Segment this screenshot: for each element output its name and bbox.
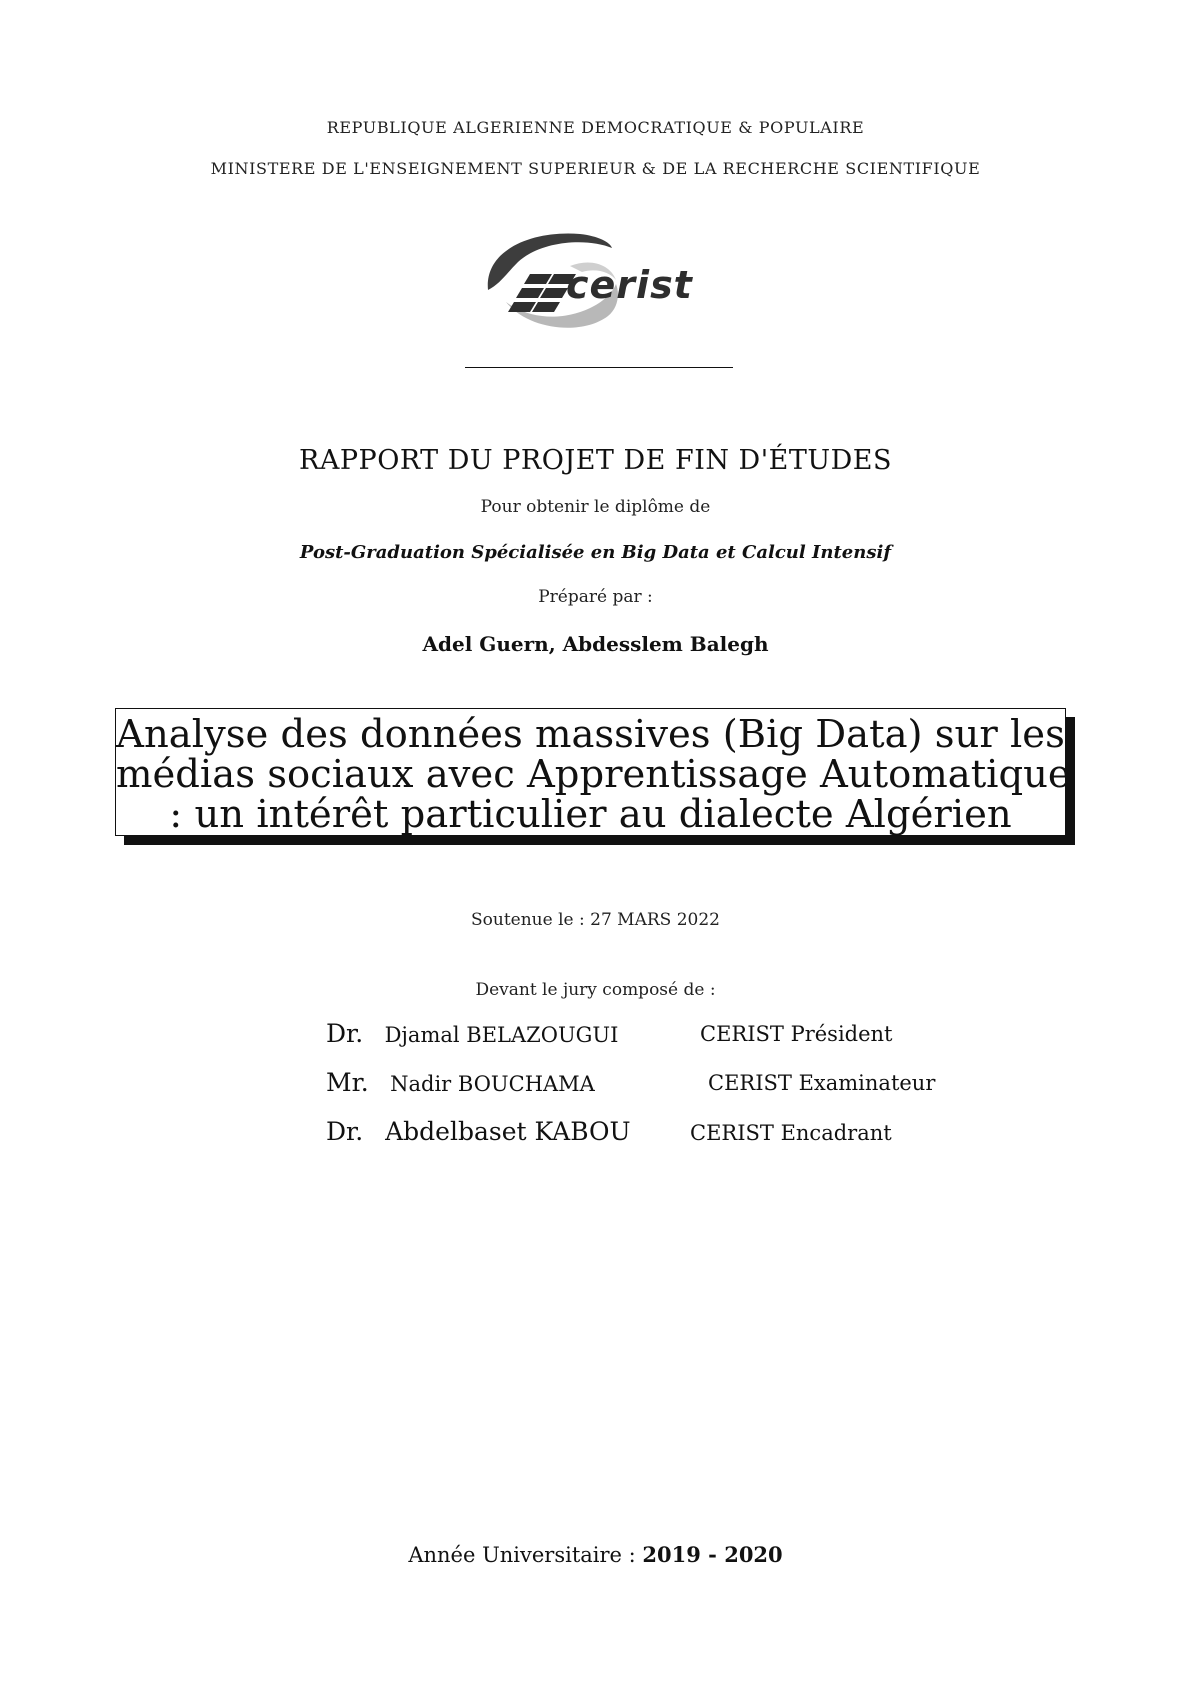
purpose-text: Pour obtenir le diplôme de: [480, 497, 711, 517]
academic-year-value: 2019 - 2020: [642, 1542, 783, 1567]
jury-member-name: Abdelbaset KABOU: [385, 1117, 631, 1146]
defense-date: Soutenue le : 27 MARS 2022: [471, 910, 720, 930]
thesis-title-line-2: médias sociaux avec Apprentissage Automatique: [116, 752, 1071, 797]
jury-member-name: Nadir BOUCHAMA: [390, 1072, 595, 1096]
academic-year: [0, 1542, 1191, 1567]
cerist-logo-icon: [470, 228, 720, 338]
cerist-logo: [470, 228, 720, 338]
jury-member-affiliation: CERIST Encadrant: [690, 1121, 892, 1145]
diploma-name: Post-Graduation Spécialisée en Big Data et Calcul Intensif: [299, 542, 892, 563]
authors: Adel Guern, Abdesslem Balegh: [422, 632, 769, 656]
jury-member-name: Djamal BELAZOUGUI: [384, 1023, 619, 1047]
jury-member-affiliation: CERIST Président: [700, 1022, 893, 1046]
prepared-by-label: Préparé par :: [538, 587, 653, 607]
report-title: RAPPORT DU PROJET DE FIN D'ÉTUDES: [299, 445, 892, 476]
separator-rule: [465, 367, 733, 368]
thesis-title-box: [115, 708, 1071, 837]
republic-header: REPUBLIQUE ALGERIENNE DEMOCRATIQUE & POPULAIRE: [326, 118, 865, 137]
jury-member-affiliation: CERIST Examinateur: [708, 1071, 936, 1095]
jury-member-title: Dr.: [326, 1117, 364, 1146]
jury-member: [326, 1068, 595, 1097]
jury-label: Devant le jury composé de :: [475, 980, 716, 1000]
ministry-header: MINISTERE DE L'ENSEIGNEMENT SUPERIEUR & DE LA RECHERCHE SCIENTIFIQUE: [210, 159, 981, 178]
jury-member: [326, 1117, 631, 1146]
logo-text: cerist: [566, 263, 693, 307]
thesis-title-line-1: Analyse des données massives (Big Data) sur les: [116, 712, 1065, 757]
thesis-title-line-3: : un intérêt particulier au dialecte Algérien: [169, 792, 1012, 837]
jury-member-title: Dr.: [326, 1019, 364, 1048]
jury-member: [326, 1019, 618, 1048]
jury-member-title: Mr.: [326, 1068, 369, 1097]
academic-year-label: Année Universitaire :: [408, 1543, 636, 1567]
